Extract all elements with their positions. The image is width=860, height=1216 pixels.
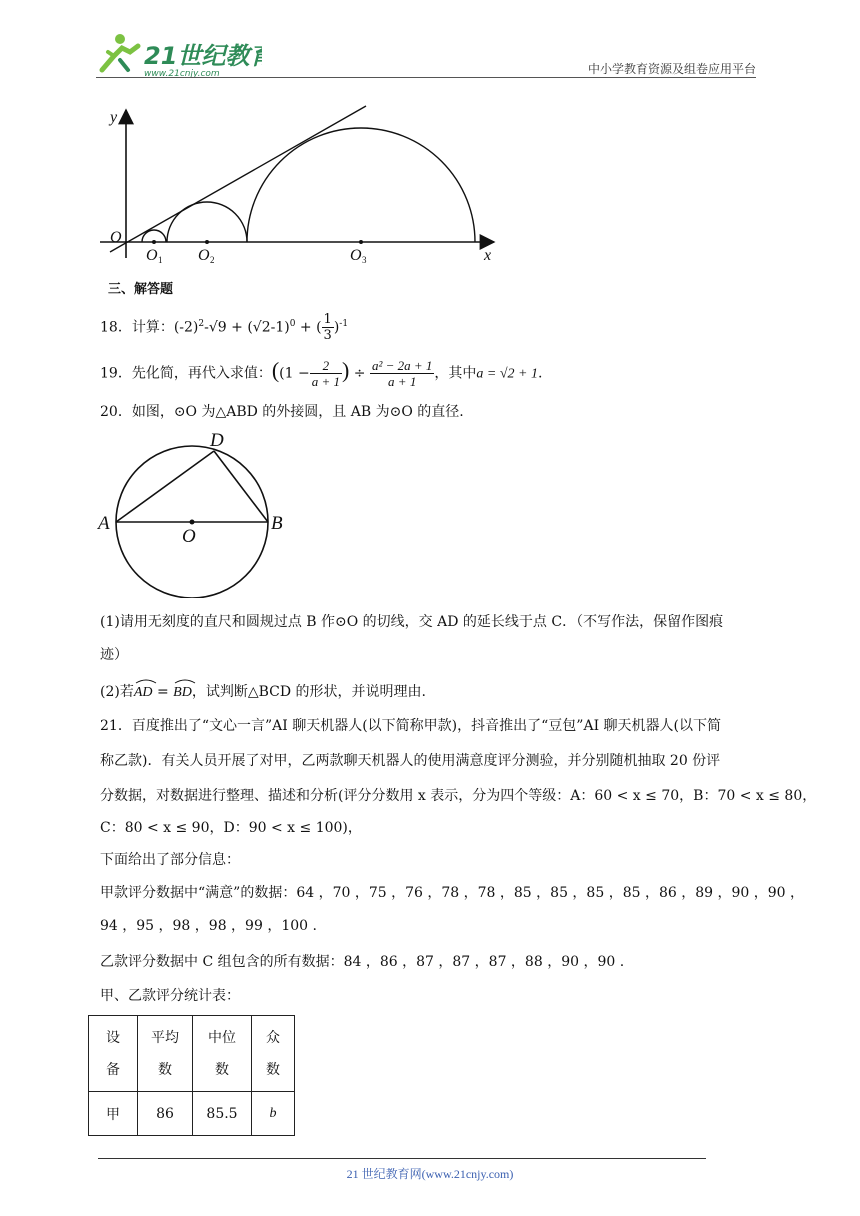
label-o1-sub: 1 [158, 255, 163, 265]
q19-fraction-1 [310, 358, 342, 389]
center-point [190, 520, 195, 525]
table-header-cell: 设 备 [89, 1016, 138, 1092]
q19-f2-num: a² − 2a + 1 [371, 358, 433, 373]
label-a: A [98, 513, 110, 534]
tangent-line [110, 106, 366, 252]
q20-part2 [100, 680, 426, 703]
question-18 [100, 312, 348, 343]
q20-arc-bd [173, 680, 192, 703]
logo-text: 21世纪教育 [144, 42, 262, 70]
point-o2 [205, 240, 209, 244]
point-o3 [359, 240, 363, 244]
arc-mark-icon [173, 678, 197, 684]
q19-paren-close: ) [342, 357, 350, 383]
tangent-circles-figure [96, 100, 516, 270]
q21-line8: 乙款评分数据中 C 组包含的所有数据：84 ，86 ，87 ，87 ，87 ，88 ，90 ，90 . [100, 954, 625, 970]
q20-part1-line2: 迹） [100, 647, 128, 663]
q20-part1-line1: (1)请用无刻度的直尺和圆规过点 B 作⊙O 的切线，交 AD 的延长线于点 C．（不写作法，保留作图痕 [100, 614, 724, 630]
label-b: B [271, 513, 283, 534]
semicircle-2 [167, 202, 247, 242]
q18-fraction [322, 312, 334, 343]
table-header-cell: 平均 数 [138, 1016, 193, 1092]
question-20: 20．如图，⊙O 为△ABD 的外接圆，且 AB 为⊙O 的直径. [100, 404, 464, 420]
point-o1 [152, 240, 156, 244]
q21-line6: 甲款评分数据中“满意”的数据：64 ，70 ，75 ，76 ，78 ，78 ，85 ，85 ，85 ，85 ，86 ，89 ，90 ，90 ， [100, 885, 805, 901]
q21-line5: 下面给出了部分信息： [100, 852, 240, 868]
q19-left-open: (1 − [279, 365, 310, 382]
q21-line1: 21．百度推出了“文心一言”AI 聊天机器人(以下简称甲款)，抖音推出了“豆包”AI 聊天机器人(以下简 [100, 718, 722, 734]
label-x: x [484, 247, 492, 264]
runner-icon [102, 34, 138, 70]
q19-f2-den: a + 1 [388, 374, 417, 389]
table-row [89, 1092, 295, 1136]
label-o2: O [198, 247, 210, 264]
label-o3-sub: 3 [362, 255, 367, 265]
q20-arc-ad-text: AD [133, 685, 153, 700]
q18-sup-a: 2 [198, 318, 205, 329]
q19-paren-open: ( [271, 357, 280, 383]
q18-sup-d: -1 [339, 318, 349, 329]
q18-expr-b: -√9 + (√2-1) [204, 319, 290, 336]
label-o1: O [146, 247, 158, 264]
header-platform-text: 中小学教育资源及组卷应用平台 [587, 62, 756, 76]
q19-cond: a = √2 + 1 [476, 366, 538, 382]
q18-expr-d: ) [333, 319, 340, 336]
label-o3: O [350, 247, 362, 264]
table-cell: 86 [138, 1092, 193, 1136]
q19-tail: ，其中 [434, 365, 477, 382]
table-cell: 85.5 [193, 1092, 252, 1136]
q18-expr-c: + ( [295, 319, 322, 336]
q18-number: 18．计算： [100, 319, 174, 336]
q21-line4: C：80 < x ≤ 90，D：90 < x ≤ 100)， [100, 820, 362, 836]
footer-divider [98, 1158, 706, 1159]
label-d: D [210, 430, 224, 451]
q18-sup-b: 0 [289, 318, 296, 329]
q18-expr-a: (-2) [173, 319, 199, 336]
q19-number: 19．先化简，再代入求值： [100, 365, 272, 382]
section-title: 三、解答题 [108, 282, 174, 297]
q20-arc-bd-text: BD [173, 685, 192, 700]
logo-url: www.21cnjy.com [144, 69, 220, 79]
table-header-row [89, 1016, 295, 1092]
q20-p2-prefix: (2)若 [100, 684, 134, 700]
q20-p2-suffix: ，试判断△BCD 的形状，并说明理由. [191, 684, 426, 700]
label-o: O [182, 526, 196, 547]
q19-fraction-2 [370, 358, 434, 389]
q21-line3: 分数据，对数据进行整理、描述和分析(评分分数用 x 表示，分为四个等级：A：60 < x ≤ 70，B：70 < x ≤ 80， [100, 788, 817, 804]
q20-arc-ad [134, 680, 153, 703]
q21-line7: 94 ，95 ，98 ，98 ，99 ，100 . [100, 918, 317, 934]
q19-f1-num: 2 [310, 358, 342, 374]
label-y: y [110, 109, 118, 126]
stats-table [88, 1015, 295, 1136]
q20-p2-eq: = [152, 684, 174, 700]
q21-line2: 称乙款)．有关人员开展了对甲，乙两款聊天机器人的使用满意度评分测验，并分别随机抽取 20 份评 [100, 753, 721, 769]
table-header-cell: 众 数 [252, 1016, 295, 1092]
question-19 [100, 358, 542, 389]
site-logo[interactable] [92, 30, 262, 80]
label-o2-sub: 2 [210, 255, 215, 265]
segment-ad [116, 451, 214, 522]
q19-end: . [538, 365, 543, 382]
table-header-cell: 中位 数 [193, 1016, 252, 1092]
semicircle-3 [247, 128, 475, 242]
table-cell: b [252, 1092, 295, 1136]
label-origin: O [110, 229, 122, 246]
q19-div: ÷ [353, 365, 366, 382]
arc-mark-icon [134, 678, 158, 684]
circle-abd-figure [96, 428, 296, 598]
q19-f1-den: a + 1 [311, 374, 340, 389]
q18-frac-den: 3 [323, 328, 332, 343]
header-divider [96, 77, 756, 78]
q21-line9: 甲、乙款评分统计表： [100, 988, 240, 1004]
table-cell: 甲 [89, 1092, 138, 1136]
footer-text[interactable]: 21 世纪教育网(www.21cnjy.com) [346, 1167, 514, 1181]
q18-frac-num: 1 [323, 312, 332, 327]
